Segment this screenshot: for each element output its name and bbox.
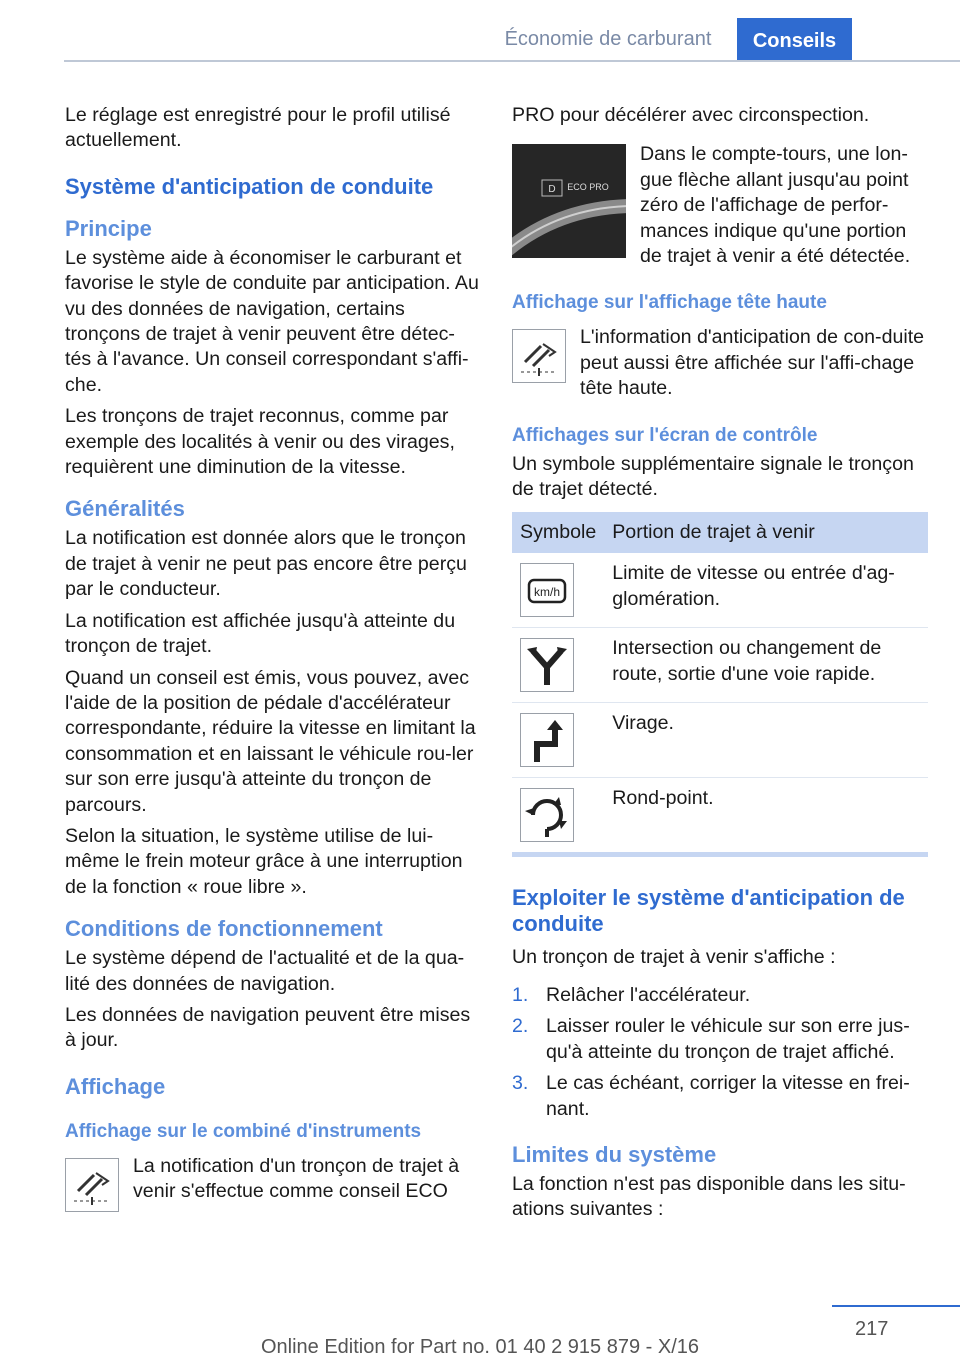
heading-hud: Affichage sur l'affichage tête haute	[512, 292, 827, 314]
paragraph: Un tronçon de trajet à venir s'affiche :	[512, 946, 836, 969]
road-ahead-icon	[512, 329, 566, 383]
paragraph: Le système dépend de l'actualité et de la qua-lité des données de navigation.	[65, 947, 465, 995]
step-text: Relâcher l'accélérateur.	[546, 983, 751, 1006]
heading-affichage: Affichage	[65, 1073, 166, 1099]
roundabout-icon	[520, 788, 574, 842]
table-cell-symbol	[512, 778, 604, 853]
left-column	[65, 103, 480, 1218]
hud-note	[512, 325, 927, 401]
speed-limit-text: km/h	[533, 585, 561, 600]
table-row	[512, 553, 928, 628]
page-number: 217	[855, 1318, 889, 1340]
step-number: 3.	[512, 1072, 529, 1095]
paragraph: La notification est donnée alors que le tronçon de trajet à venir ne peut pas encore être perçu par le conducteur.	[65, 527, 467, 601]
step-list	[512, 983, 927, 1122]
header-rule	[64, 60, 960, 62]
heading-anticipation: Système d'anticipation de conduite	[65, 173, 434, 199]
speed-limit-icon	[520, 563, 574, 617]
heading-limites: Limites du système	[512, 1141, 717, 1167]
heading-generalites: Généralités	[65, 496, 185, 522]
paragraph: Dans le compte-tours, une lon-gue flèche allant jusqu'au point zéro de l'affichage de perfor-mances indique qu'une portion de trajet à venir a été détectée.	[640, 143, 911, 268]
list-item	[512, 1071, 927, 1122]
table-row	[512, 778, 928, 853]
table-header-portion: Portion de trajet à venir	[604, 512, 928, 553]
heading-principe: Principe	[65, 215, 152, 241]
heading-conditions: Conditions de fonctionnement	[65, 916, 383, 942]
paragraph: Les tronçons de trajet reconnus, comme par exemple des localités à venir ou des virages, requièrent une diminution de la vitesse.	[65, 405, 455, 479]
list-item	[512, 983, 927, 1008]
paragraph: PRO pour décélérer avec circonspection.	[512, 104, 870, 126]
paragraph: Quand un conseil est émis, vous pouvez, avec l'aide de la position de pédale d'accélérateur correspondante, réduire la vitesse en limitant la consommation et en laissant le véhicule rou-ler sur son erre jusqu'à atteinte du tronçon de parcours.	[65, 666, 476, 816]
tachometer-note	[512, 142, 927, 269]
tachometer-photo	[512, 144, 626, 258]
footer-rule	[832, 1305, 960, 1307]
gear-label: D	[548, 184, 556, 196]
page-header	[0, 0, 960, 62]
paragraph: L'information d'anticipation de con-duite peut aussi être affichée sur l'affi-chage tête haute.	[580, 326, 925, 400]
paragraph: La fonction n'est pas disponible dans les situ-ations suivantes :	[512, 1172, 906, 1221]
paragraph: La notification est affichée jusqu'à atteinte du tronçon de trajet.	[65, 609, 456, 658]
paragraph: Selon la situation, le système utilise de lui-même le frein moteur grâce à une interruption de la fonction « roue libre ».	[65, 824, 463, 898]
eco-pro-label: ECO PRO	[567, 182, 609, 193]
step-number: 1.	[512, 983, 529, 1006]
symbol-table	[512, 512, 928, 852]
table-row	[512, 703, 928, 778]
paragraph: Un symbole supplémentaire signale le tronçon de trajet détecté.	[512, 452, 914, 501]
table-cell-portion: Rond-point.	[612, 787, 714, 810]
table-header-symbol: Symbole	[512, 512, 604, 553]
table-row	[512, 628, 928, 703]
table-cell-portion: Virage.	[604, 703, 928, 778]
curve-icon	[520, 713, 574, 767]
table-header-row	[512, 512, 928, 553]
step-text: Le cas échéant, corriger la vitesse en frei-nant.	[546, 1072, 910, 1120]
table-cell-symbol	[512, 703, 604, 778]
right-column	[512, 103, 927, 1229]
list-item	[512, 1014, 927, 1065]
chapter-tab	[737, 18, 852, 62]
table-cell-portion: Limite de vitesse ou entrée d'ag-glomération.	[604, 553, 928, 628]
table-cell-symbol	[512, 628, 604, 703]
chapter-tab-label: Conseils	[752, 30, 837, 52]
road-ahead-icon	[65, 1158, 119, 1212]
step-text: Laisser rouler le véhicule sur son erre jus-qu'à atteinte du tronçon de trajet affiché.	[546, 1015, 910, 1063]
table-cell-symbol	[512, 553, 604, 628]
edition-line: Online Edition for Part no. 01 40 2 915 879 - X/16	[260, 1336, 700, 1358]
step-number: 2.	[512, 1015, 529, 1038]
heading-exploiter: Exploiter le système d'anticipation de conduite	[512, 885, 905, 937]
table-end-bar	[512, 852, 928, 857]
intersection-icon	[520, 638, 574, 692]
heading-combine: Affichage sur le combiné d'instruments	[65, 1120, 422, 1142]
paragraph: Le réglage est enregistré pour le profil utilisé actuellement.	[65, 104, 451, 152]
paragraph: Les données de navigation peuvent être mises à jour.	[65, 1003, 471, 1052]
heading-ecran: Affichages sur l'écran de contrôle	[512, 424, 818, 446]
combine-note	[65, 1154, 480, 1212]
table-cell-portion: Intersection ou changement de route, sortie d'une voie rapide.	[604, 628, 928, 703]
paragraph: La notification d'un tronçon de trajet à venir s'effectue comme conseil ECO	[133, 1154, 460, 1203]
section-title: Économie de carburant	[504, 28, 712, 50]
paragraph: Le système aide à économiser le carburant et favorise le style de conduite par anticipation. Au vu des données de navigation, certains tronçons de trajet à venir peuvent être détec-tés à l'avance. Un conseil correspondant s'affi-che.	[65, 246, 479, 396]
